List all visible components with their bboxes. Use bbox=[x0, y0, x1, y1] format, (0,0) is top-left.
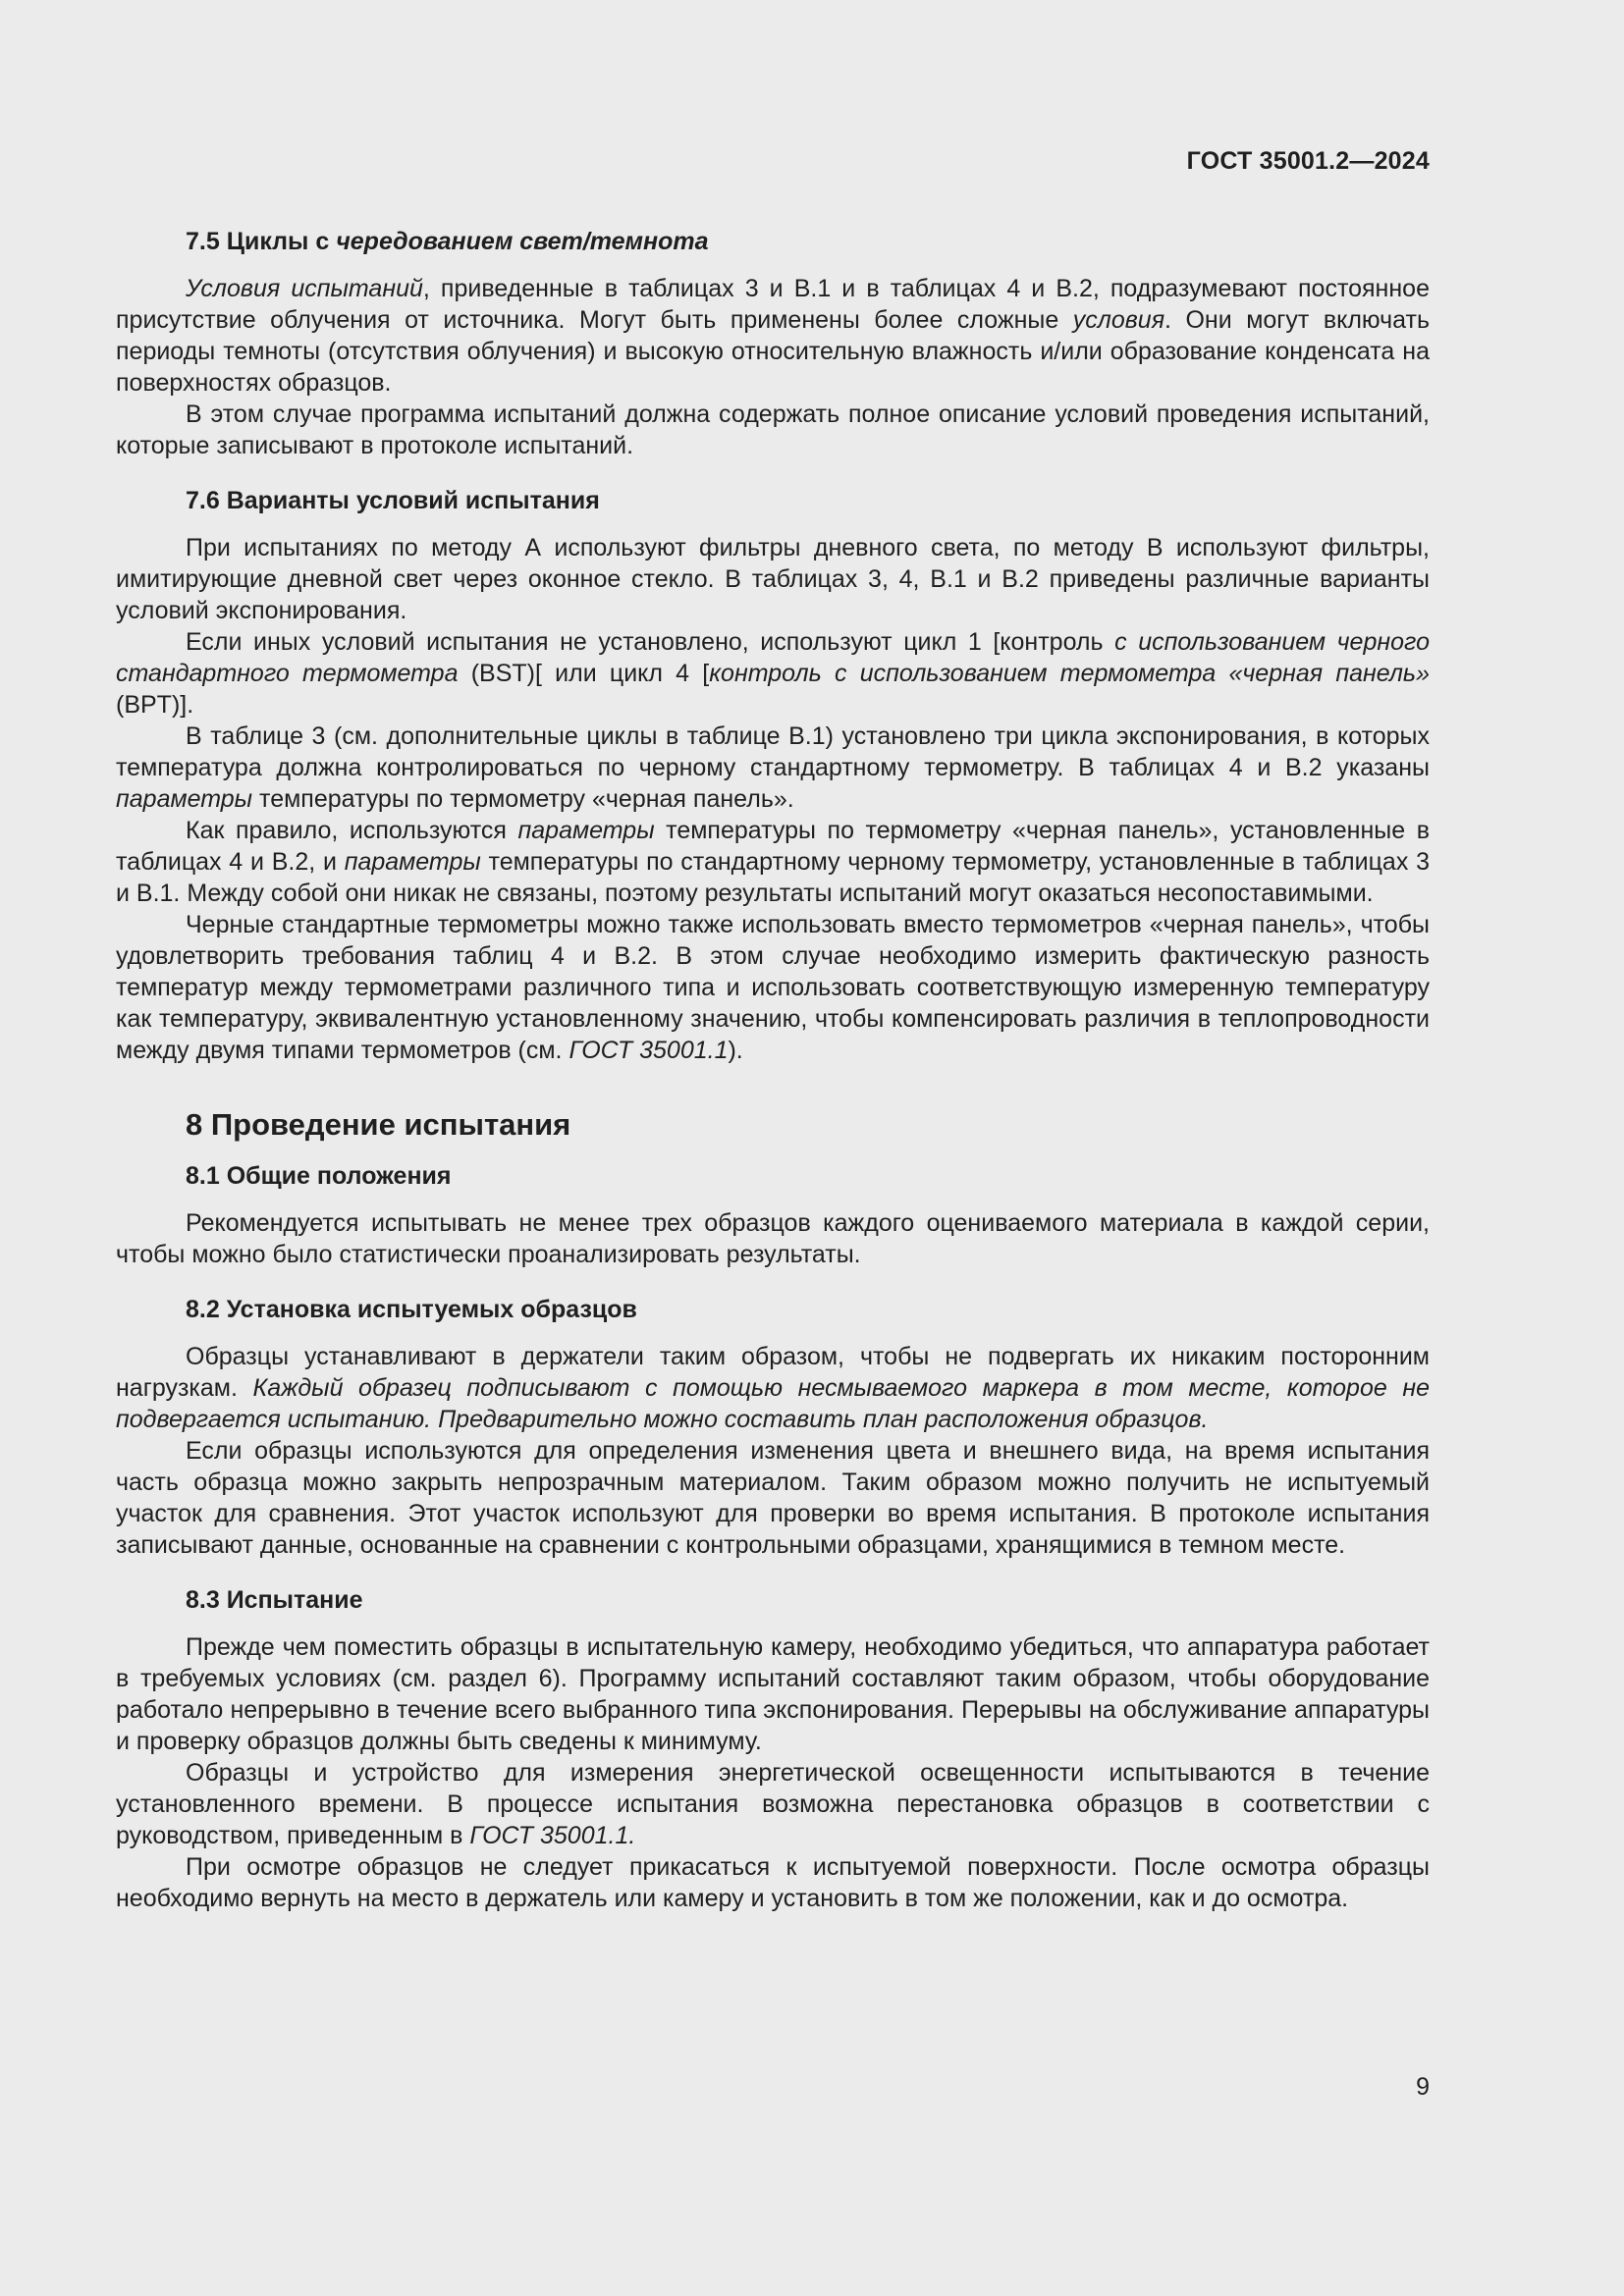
section-7-5-title: 7.5 Циклы с чередованием свет/темнота bbox=[186, 228, 709, 255]
section-7-6-title: 7.6 Варианты условий испытания bbox=[186, 487, 600, 514]
section-8-1-paragraph-1: Рекомендуется испытывать не менее трех образцов каждого оцениваемого материала в каждой серии, чтобы можно было статистически проанализировать результаты. bbox=[116, 1209, 1430, 1268]
section-8-2-paragraph-1: Образцы устанавливают в держатели таким образом, чтобы не подвергать их никаким посторонним нагрузкам. Каждый образец подписывают с помощью несмываемого маркера в том месте, которое не подвергается испытанию. Предварительно можно составить план расположения образцов. bbox=[116, 1343, 1430, 1433]
section-7-5-paragraph-1: Условия испытаний, приведенные в таблицах 3 и В.1 и в таблицах 4 и В.2, подразумевают постоянное присутствие облучения от источника. Могут быть применены более сложные условия. Они могут включать периоды темноты (отсутствия облучения) и высокую относительную влажность и/или образование конденсата на поверхностях образцов. bbox=[116, 275, 1430, 397]
section-8-2-title: 8.2 Установка испытуемых образцов bbox=[186, 1296, 637, 1323]
section-7-5-paragraph-2: В этом случае программа испытаний должна содержать полное описание условий проведения испытаний, которые записывают в протоколе испытаний. bbox=[116, 400, 1430, 459]
section-7-6-paragraph-1: При испытаниях по методу А используют фильтры дневного света, по методу В используют фильтры, имитирующие дневной свет через оконное стекло. В таблицах 3, 4, В.1 и В.2 приведены различные варианты условий экспонирования. bbox=[116, 534, 1430, 624]
document-number: ГОСТ 35001.2—2024 bbox=[1186, 147, 1430, 175]
section-8-3-paragraph-3: При осмотре образцов не следует прикасаться к испытуемой поверхности. После осмотра образцы необходимо вернуть на место в держатель или камеру и установить в том же положении, как и до осмотра. bbox=[116, 1853, 1430, 1912]
section-8-3-title: 8.3 Испытание bbox=[186, 1586, 363, 1614]
section-7-6-paragraph-2: Если иных условий испытания не установлено, используют цикл 1 [контроль с использованием черного стандартного термометра (BST)[ или цикл 4 [контроль с использованием термометра «черная панель» (BPT)]. bbox=[116, 628, 1430, 719]
document-body bbox=[116, 226, 1430, 1914]
section-8-2-paragraph-2: Если образцы используются для определения изменения цвета и внешнего вида, на время испытания часть образца можно закрыть непрозрачным материалом. Таким образом можно получить не испытуемый участок для сравнения. Этот участок используют для проверки во время испытания. В протоколе испытания записывают данные, основанные на сравнении с контрольными образцами, хранящимися в темном месте. bbox=[116, 1437, 1430, 1559]
section-7-6-paragraph-5: Черные стандартные термометры можно также использовать вместо термометров «черная панель», чтобы удовлетворить требования таблиц 4 и В.2. В этом случае необходимо измерить фактическую разность температур между термометрами различного типа и использовать соответствующую измеренную температуру как температуру, эквивалентную установленному значению, чтобы компенсировать различия в теплопроводности между двумя типами термометров (см. ГОСТ 35001.1). bbox=[116, 911, 1430, 1064]
page-number: 9 bbox=[1416, 2073, 1430, 2101]
section-8-3-paragraph-2: Образцы и устройство для измерения энергетической освещенности испытываются в течение установленного времени. В процессе испытания возможна перестановка образцов в соответствии с руководством, приведенным в ГОСТ 35001.1. bbox=[116, 1759, 1430, 1849]
section-7-6-paragraph-3: В таблице 3 (см. дополнительные циклы в таблице В.1) установлено три цикла экспонирования, в которых температура должна контролироваться по черному стандартному термометру. В таблицах 4 и В.2 указаны параметры температуры по термометру «черная панель». bbox=[116, 722, 1430, 813]
section-7-6-paragraph-4: Как правило, используются параметры температуры по термометру «черная панель», установленные в таблицах 4 и В.2, и параметры температуры по стандартному черному термометру, установленные в таблицах 3 и В.1. Между собой они никак не связаны, поэтому результаты испытаний могут оказаться несопоставимыми. bbox=[116, 817, 1431, 907]
section-8-1-title: 8.1 Общие положения bbox=[186, 1162, 452, 1190]
section-8-title: 8 Проведение испытания bbox=[186, 1107, 571, 1142]
section-8-3-paragraph-1: Прежде чем поместить образцы в испытательную камеру, необходимо убедиться, что аппаратура работает в требуемых условиях (см. раздел 6). Программу испытаний составляют таким образом, чтобы оборудование работало непрерывно в течение всего выбранного типа экспонирования. Перерывы на обслуживание аппаратуры и проверку образцов должны быть сведены к минимуму. bbox=[116, 1633, 1430, 1755]
